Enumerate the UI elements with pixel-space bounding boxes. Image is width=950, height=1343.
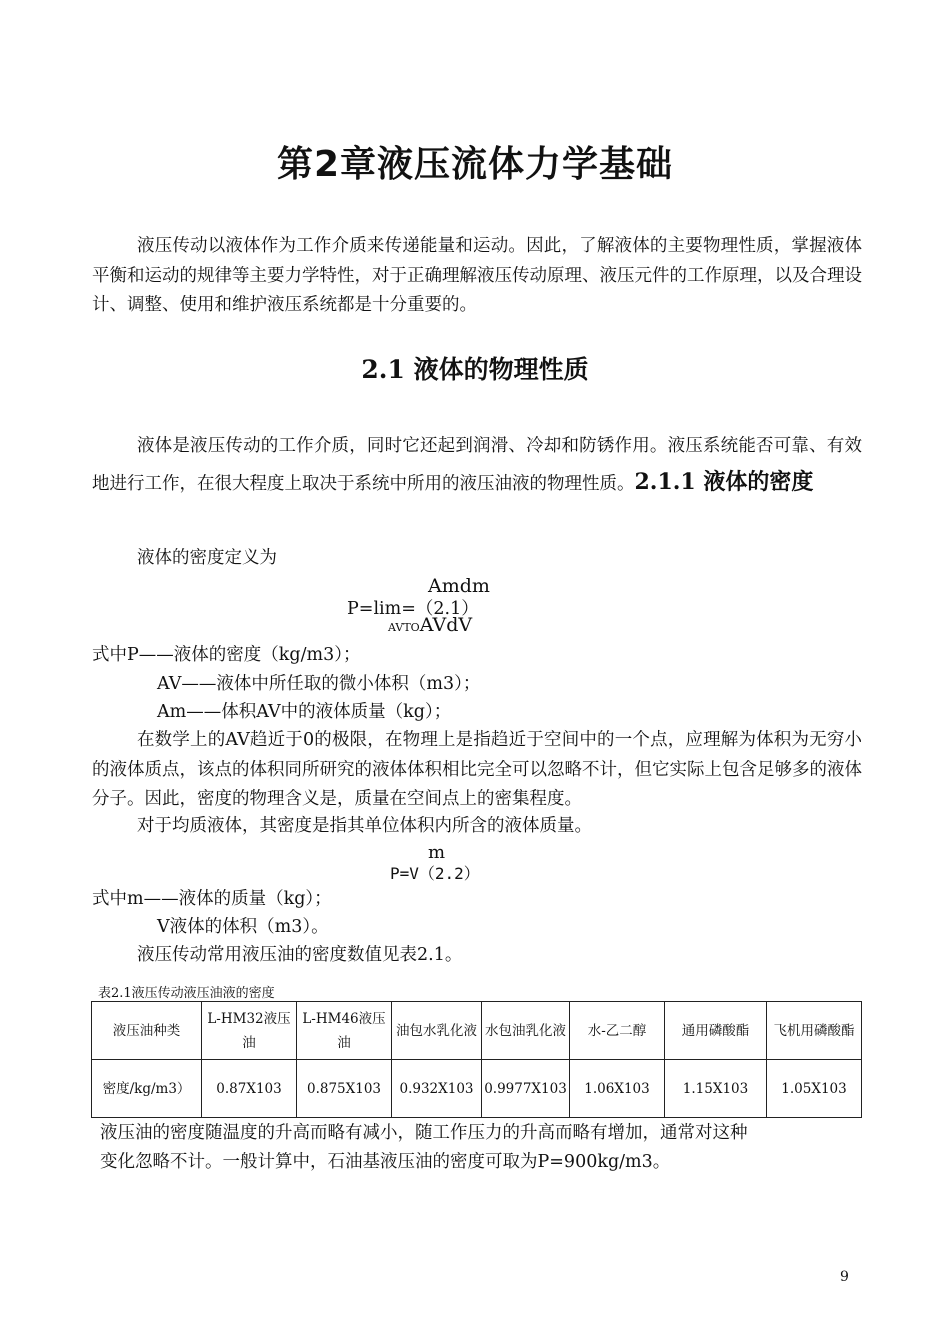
- where2-m: 式中m——液体的质量（kg）；: [92, 889, 332, 909]
- formula1-top: Amdm: [428, 575, 490, 597]
- table-header-cell: 油包水乳化液: [392, 1002, 482, 1060]
- formula2-top: m: [428, 842, 446, 863]
- limit-paragraph: 在数学上的AV趋近于0的极限，在物理上是指趋近于空间中的一个点，应理解为体积为无穷小的液体质点，该点的体积同所研究的液体体积相比完全可以忽略不计，但它实际上包含足够多的液体分子。因此，密度的物理含义是，质量在空间点上的密集程度。: [92, 730, 862, 809]
- table-cell: 0.932X103: [392, 1060, 482, 1118]
- table-row: [92, 1060, 862, 1118]
- table-cell: 0.9977X103: [482, 1060, 570, 1118]
- after-table-line-2: 变化忽略不计。一般计算中，石油基液压油的密度可取为P=900kg/m3。: [100, 1152, 671, 1172]
- table-header-cell: 液压油种类: [92, 1002, 202, 1060]
- where1-p: 式中P——液体的密度（kg/m3）；: [92, 645, 361, 665]
- where1-av: AV——液体中所任取的微小体积（m3）；: [157, 674, 481, 694]
- table-header-cell: 飞机用磷酸酯: [767, 1002, 862, 1060]
- table-cell: 1.05X103: [767, 1060, 862, 1118]
- after-table-line-1: 液压油的密度随温度的升高而略有减小，随工作压力的升高而略有增加，通常对这种: [100, 1123, 748, 1143]
- where1-am: Am——体积AV中的液体质量（kg）；: [157, 702, 452, 722]
- formula2-mid: P=V（2.2）: [390, 864, 480, 883]
- table-header-cell: 水-乙二醇: [570, 1002, 665, 1060]
- table-row-label: 密度/kg/m3）: [92, 1060, 202, 1118]
- table-caption: 表2.1液压传动液压油液的密度: [98, 986, 275, 1001]
- table-reference: 液压传动常用液压油的密度数值见表2.1。: [137, 945, 463, 965]
- density-definition: 液体的密度定义为: [137, 548, 277, 568]
- section-paragraph: [92, 428, 862, 502]
- table-cell: 1.06X103: [570, 1060, 665, 1118]
- formula1-mid: P=lim=（2.1）: [347, 599, 479, 619]
- chapter-title: 第2章液压流体力学基础: [276, 144, 674, 185]
- table-cell: 0.875X103: [297, 1060, 392, 1118]
- table-header-cell: 水包油乳化液: [482, 1002, 570, 1060]
- section-paragraph-text: 液体是液压传动的工作介质，同时它还起到润滑、冷却和防锈作用。液压系统能否可靠、有效地进行工作，在很大程度上取决于系统中所用的液压油液的物理性质。: [92, 436, 862, 494]
- formula1-bottom: [388, 614, 472, 636]
- homogeneous-sentence: 对于均质液体，其密度是指其单位体积内所含的液体质量。: [137, 816, 592, 836]
- where2-v: V液体的体积（m3）。: [157, 917, 329, 937]
- subsection-heading: 2.1.1 液体的密度: [634, 469, 814, 495]
- density-table: [91, 1001, 862, 1118]
- section-heading: 2.1 液体的物理性质: [361, 355, 589, 384]
- table-header-row: [92, 1002, 862, 1060]
- formula1-bottom-sub: AVTO: [388, 621, 420, 634]
- table-header-cell: L-HM32液压油: [202, 1002, 297, 1060]
- table-header-cell: L-HM46液压油: [297, 1002, 392, 1060]
- intro-paragraph: 液压传动以液体作为工作介质来传递能量和运动。因此，了解液体的主要物理性质，掌握液体平衡和运动的规律等主要力学特性，对于正确理解液压传动原理、液压元件的工作原理，以及合理设计、调整、使用和维护液压系统都是十分重要的。: [92, 236, 862, 315]
- table-cell: 0.87X103: [202, 1060, 297, 1118]
- table-header-cell: 通用磷酸酯: [665, 1002, 767, 1060]
- formula1-bottom-main: AVdV: [419, 614, 473, 636]
- table-cell: 1.15X103: [665, 1060, 767, 1118]
- page-number: 9: [840, 1269, 849, 1285]
